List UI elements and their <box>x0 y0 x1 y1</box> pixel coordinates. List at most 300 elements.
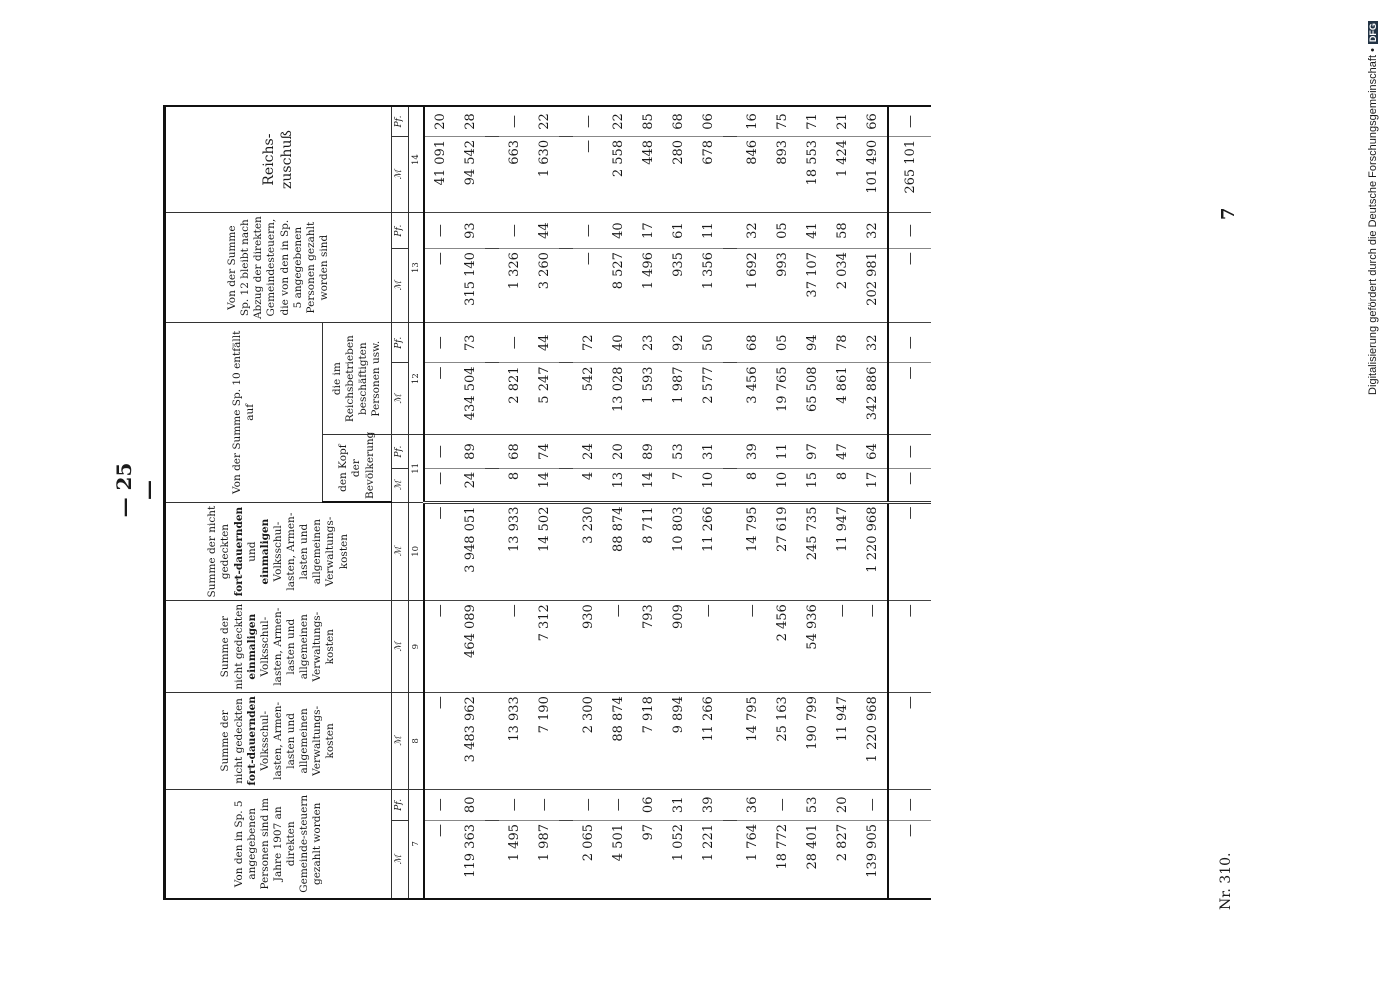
table-cell: 75 <box>767 106 797 136</box>
table-cell: 678 <box>693 136 723 212</box>
header-col11-12-group: Von der Summe Sp. 10 entfällt auf <box>165 323 323 502</box>
sheet-number: 7 <box>1218 207 1239 220</box>
spacer-cell <box>723 821 737 900</box>
table-cell: 93 <box>455 213 485 249</box>
spacer-cell <box>723 136 737 212</box>
col-number: 10 <box>409 502 425 601</box>
table-cell: 3 456 <box>737 363 767 435</box>
table-cell: — <box>857 601 888 693</box>
table-cell: — <box>888 789 931 820</box>
table-cell: 20 <box>827 789 857 820</box>
table-cell: 8 711 <box>633 502 663 601</box>
table-cell: 53 <box>663 435 693 469</box>
table-cell: 2 558 <box>603 136 633 212</box>
table-cell: 53 <box>797 789 827 820</box>
table-cell: — <box>737 601 767 693</box>
table-cell: 280 <box>663 136 693 212</box>
table-cell: 89 <box>633 435 663 469</box>
table-cell: 68 <box>499 435 529 469</box>
unit-mark: ℳ <box>392 693 409 789</box>
table-cell: 5 247 <box>529 363 559 435</box>
table-cell: 17 <box>857 468 888 502</box>
table-cell: 14 795 <box>737 693 767 789</box>
table-cell: 663 <box>499 136 529 212</box>
col-number: 13 <box>409 213 425 323</box>
table-cell: 54 936 <box>797 601 827 693</box>
table-cell: 97 <box>797 435 827 469</box>
table-cell: 2 456 <box>767 601 797 693</box>
spacer-cell <box>485 468 499 502</box>
spacer-cell <box>559 249 573 323</box>
table-cell: 8 <box>827 468 857 502</box>
table-cell: 4 <box>573 468 603 502</box>
table-cell: 1 692 <box>737 249 767 323</box>
unit-pf: Pf. <box>392 435 409 469</box>
table-cell: 3 260 <box>529 249 559 323</box>
table-cell: 44 <box>529 213 559 249</box>
table-cell: — <box>888 601 931 693</box>
table-cell: 74 <box>529 435 559 469</box>
table-cell: 13 028 <box>603 363 633 435</box>
table-cell: 32 <box>857 213 888 249</box>
header-col10-line5: Volksschul-lasten, Armen-lasten und allgemeinen Verwaltungs-kosten <box>271 512 350 591</box>
table-cell: 8 527 <box>603 249 633 323</box>
table-cell: — <box>499 106 529 136</box>
table-cell: 1 221 <box>693 821 723 900</box>
table-cell: — <box>424 468 455 502</box>
table-cell: 101 490 <box>857 136 888 212</box>
table-cell: 22 <box>603 106 633 136</box>
table-cell: 793 <box>633 601 663 693</box>
table-row <box>455 106 485 899</box>
table-cell: 1 987 <box>529 821 559 900</box>
header-col8-line3: Volksschul-lasten, Armen-lasten und allgemeinen Verwaltungs-kosten <box>258 701 337 780</box>
table-cell: 22 <box>529 106 559 136</box>
spacer-cell <box>559 435 573 469</box>
table-cell: 909 <box>663 601 693 693</box>
col-number: 9 <box>409 601 425 693</box>
table-cell: 2 065 <box>573 821 603 900</box>
table-cell: 68 <box>737 323 767 363</box>
table-cell: 993 <box>767 249 797 323</box>
table-cell: 10 <box>693 468 723 502</box>
spacer-row <box>723 106 737 899</box>
table-cell: 464 089 <box>455 601 485 693</box>
header-col10 <box>165 502 392 601</box>
table-cell: 17 <box>633 213 663 249</box>
table-cell: 1 495 <box>499 821 529 900</box>
table-cell: 88 874 <box>603 693 633 789</box>
table-cell: 315 140 <box>455 249 485 323</box>
table-cell: — <box>888 693 931 789</box>
unit-mark: ℳ <box>392 468 409 502</box>
unit-mark: ℳ <box>392 249 409 323</box>
table-cell: 11 266 <box>693 502 723 601</box>
table-cell: 11 <box>767 435 797 469</box>
unit-pf: Pf. <box>392 789 409 820</box>
table-cell: 16 <box>737 106 767 136</box>
table-cell: — <box>424 213 455 249</box>
table-cell: 3 483 962 <box>455 693 485 789</box>
table-cell: 2 821 <box>499 363 529 435</box>
table-row <box>797 106 827 899</box>
unit-pf: Pf. <box>392 323 409 363</box>
table-cell: — <box>499 213 529 249</box>
spacer-cell <box>485 136 499 212</box>
header-col9 <box>165 601 392 693</box>
table-cell: 119 363 <box>455 821 485 900</box>
spacer-cell <box>559 323 573 363</box>
table-cell: 8 <box>737 468 767 502</box>
spacer-cell <box>485 502 499 601</box>
table-cell: 19 765 <box>767 363 797 435</box>
table-cell: 1 630 <box>529 136 559 212</box>
table-cell: 14 502 <box>529 502 559 601</box>
table-cell: 1 764 <box>737 821 767 900</box>
table-cell: — <box>857 789 888 820</box>
table-cell: — <box>888 106 931 136</box>
table-cell: — <box>499 323 529 363</box>
table-body <box>424 106 931 899</box>
table-cell: 7 190 <box>529 693 559 789</box>
table-cell: — <box>767 789 797 820</box>
total-row <box>888 106 931 899</box>
table-cell: 44 <box>529 323 559 363</box>
spacer-cell <box>723 363 737 435</box>
table-cell: — <box>693 601 723 693</box>
spacer-cell <box>723 789 737 820</box>
table-cell: 1 220 968 <box>857 693 888 789</box>
table-cell: 448 <box>633 136 663 212</box>
table-cell: 2 577 <box>693 363 723 435</box>
table-cell: 3 230 <box>573 502 603 601</box>
table-cell: — <box>603 601 633 693</box>
credit-text: Digitalisierung gefördert durch die Deutsche Forschungsgemeinschaft • <box>1367 48 1379 395</box>
spacer-cell <box>559 789 573 820</box>
table-cell: — <box>573 136 603 212</box>
table-cell: — <box>424 502 455 601</box>
page-number: — 25 — <box>112 462 160 518</box>
table-cell: 78 <box>827 323 857 363</box>
col-number: 7 <box>409 789 425 899</box>
table-cell: 342 886 <box>857 363 888 435</box>
table-cell: 88 874 <box>603 502 633 601</box>
table-cell: — <box>888 435 931 469</box>
table-cell: — <box>888 821 931 900</box>
table-cell: 893 <box>767 136 797 212</box>
table-cell: — <box>499 789 529 820</box>
table-cell: 72 <box>573 323 603 363</box>
table-cell: — <box>424 821 455 900</box>
unit-mark: ℳ <box>392 601 409 693</box>
unit-pf: Pf. <box>392 106 409 136</box>
table-cell: — <box>827 601 857 693</box>
header-col10-emph2: einmaligen <box>258 518 271 585</box>
table-cell: 2 300 <box>573 693 603 789</box>
table-cell: 3 948 051 <box>455 502 485 601</box>
table-cell: 05 <box>767 323 797 363</box>
unit-mark: ℳ <box>392 821 409 900</box>
spacer-cell <box>559 601 573 693</box>
table-cell: 20 <box>603 435 633 469</box>
table-row <box>573 106 603 899</box>
table-cell: 15 <box>797 468 827 502</box>
table-cell: — <box>888 323 931 363</box>
spacer-cell <box>485 249 499 323</box>
spacer-cell <box>723 601 737 693</box>
spacer-cell <box>485 363 499 435</box>
spacer-cell <box>559 502 573 601</box>
unit-mark: ℳ <box>392 363 409 435</box>
table-row <box>499 106 529 899</box>
table-cell: 32 <box>737 213 767 249</box>
table-cell: 18 772 <box>767 821 797 900</box>
spacer-cell <box>723 106 737 136</box>
table-cell: 11 <box>693 213 723 249</box>
table-cell: — <box>424 435 455 469</box>
table-cell: 18 553 <box>797 136 827 212</box>
table-cell: — <box>424 323 455 363</box>
header-col11: den Kopf der Bevölkerung <box>323 435 392 502</box>
table-cell: 41 <box>797 213 827 249</box>
table-header <box>165 106 425 899</box>
table-cell: 930 <box>573 601 603 693</box>
table-cell: 66 <box>857 106 888 136</box>
table-cell: 94 542 <box>455 136 485 212</box>
table-cell: 245 735 <box>797 502 827 601</box>
table-cell: — <box>499 601 529 693</box>
table-cell: — <box>888 468 931 502</box>
table-cell: 23 <box>633 323 663 363</box>
spacer-cell <box>485 435 499 469</box>
table-cell: 28 <box>455 106 485 136</box>
table-cell: 21 <box>827 106 857 136</box>
table-cell: 202 981 <box>857 249 888 323</box>
table-cell: — <box>424 693 455 789</box>
table-cell: 542 <box>573 363 603 435</box>
table-cell: — <box>603 789 633 820</box>
statistics-table <box>163 105 931 900</box>
spacer-cell <box>559 106 573 136</box>
table-cell: 13 933 <box>499 693 529 789</box>
spacer-cell <box>723 502 737 601</box>
spacer-cell <box>559 468 573 502</box>
table-cell: 24 <box>455 468 485 502</box>
signature-mark: Nr. 310. <box>1218 852 1234 910</box>
spacer-cell <box>723 323 737 363</box>
table-cell: — <box>424 601 455 693</box>
table-cell: — <box>529 789 559 820</box>
table-cell: 27 619 <box>767 502 797 601</box>
table-cell: 11 947 <box>827 502 857 601</box>
table-cell: 1 052 <box>663 821 693 900</box>
table-cell: 71 <box>797 106 827 136</box>
header-col7: Von den in Sp. 5 angegebenen Personen sind im Jahre 1907 an direkten Gemeinde-steuern gezahlt worden <box>165 789 392 899</box>
table-cell: — <box>573 213 603 249</box>
col-number: 11 <box>409 435 425 502</box>
table-cell: 25 163 <box>767 693 797 789</box>
table-cell: 31 <box>663 789 693 820</box>
table-cell: 2 034 <box>827 249 857 323</box>
dfg-logo: DFG <box>1368 23 1378 43</box>
spacer-row <box>485 106 499 899</box>
table-cell: 47 <box>827 435 857 469</box>
table-cell: — <box>424 363 455 435</box>
spacer-cell <box>485 323 499 363</box>
header-col10-line1: Summe der nicht gedeckten <box>206 505 232 598</box>
table-cell: 11 947 <box>827 693 857 789</box>
table-row <box>663 106 693 899</box>
col-number: 14 <box>409 106 425 213</box>
table-cell: 14 <box>633 468 663 502</box>
spacer-cell <box>485 106 499 136</box>
spacer-cell <box>485 789 499 820</box>
table-cell: 40 <box>603 323 633 363</box>
table-cell: — <box>888 213 931 249</box>
spacer-cell <box>485 213 499 249</box>
table-cell: 24 <box>573 435 603 469</box>
header-col9-line3: Volksschul-lasten, Armen-lasten und allgemeinen Verwaltungs-kosten <box>258 607 337 686</box>
table-cell: 39 <box>693 789 723 820</box>
table-cell: — <box>424 789 455 820</box>
table-cell: — <box>573 789 603 820</box>
table-row <box>737 106 767 899</box>
table-cell: — <box>888 363 931 435</box>
table-cell: 4 861 <box>827 363 857 435</box>
table-cell: 7 918 <box>633 693 663 789</box>
table-cell: 39 <box>737 435 767 469</box>
table-cell: 846 <box>737 136 767 212</box>
table-cell: 85 <box>633 106 663 136</box>
table-cell: 11 266 <box>693 693 723 789</box>
header-col8-emph: fort-dauernden <box>245 696 258 786</box>
table-cell: 31 <box>693 435 723 469</box>
table-cell: 36 <box>737 789 767 820</box>
table-cell: 7 312 <box>529 601 559 693</box>
table-cell: 73 <box>455 323 485 363</box>
table-cell: 14 <box>529 468 559 502</box>
spacer-cell <box>723 468 737 502</box>
table-cell: — <box>573 106 603 136</box>
spacer-cell <box>485 693 499 789</box>
table-cell: 265 101 <box>888 136 931 212</box>
unit-mark: ℳ <box>392 136 409 212</box>
spacer-cell <box>559 363 573 435</box>
table-cell: 1 356 <box>693 249 723 323</box>
spacer-cell <box>723 693 737 789</box>
table-cell: 41 091 <box>424 136 455 212</box>
spacer-cell <box>723 249 737 323</box>
table-cell: 58 <box>827 213 857 249</box>
table-cell: — <box>573 249 603 323</box>
table-cell: 1 424 <box>827 136 857 212</box>
table-cell: 13 <box>603 468 633 502</box>
table-cell: — <box>424 249 455 323</box>
table-row <box>827 106 857 899</box>
header-col12: die im Reichsbetrieben beschäftigten Personen usw. <box>323 323 392 435</box>
table-cell: — <box>888 249 931 323</box>
table-cell: 190 799 <box>797 693 827 789</box>
col-number: 12 <box>409 323 425 435</box>
unit-pf: Pf. <box>392 213 409 249</box>
table-cell: 61 <box>663 213 693 249</box>
col-number: 8 <box>409 693 425 789</box>
header-col13: Von der Summe Sp. 12 bleibt nach Abzug der direkten Gemeindesteuern, die von den in Sp. 5 angegebenen Personen gezahlt worden sind <box>165 213 392 323</box>
table-cell: 94 <box>797 323 827 363</box>
table-cell: 1 987 <box>663 363 693 435</box>
table-row <box>767 106 797 899</box>
spacer-cell <box>559 693 573 789</box>
header-col10-emph1: fort-dauernden <box>232 506 245 597</box>
spacer-cell <box>559 136 573 212</box>
spacer-cell <box>485 601 499 693</box>
table-cell: 139 905 <box>857 821 888 900</box>
header-col8 <box>165 693 392 789</box>
table-cell: 4 501 <box>603 821 633 900</box>
table-cell: 50 <box>693 323 723 363</box>
table-cell: 14 795 <box>737 502 767 601</box>
table-cell: 89 <box>455 435 485 469</box>
table-cell: 7 <box>663 468 693 502</box>
table-cell: 64 <box>857 435 888 469</box>
table-cell: 935 <box>663 249 693 323</box>
header-col9-line1: Summe der nicht gedeckten <box>219 603 245 690</box>
header-col14: Reichs-zuschuß <box>165 106 392 213</box>
table-cell: 40 <box>603 213 633 249</box>
table-cell: 80 <box>455 789 485 820</box>
header-col9-emph: einmaligen <box>245 613 258 680</box>
table-row <box>424 106 455 899</box>
table-cell: 2 827 <box>827 821 857 900</box>
table-cell: 1 220 968 <box>857 502 888 601</box>
table-cell: 06 <box>693 106 723 136</box>
table-cell: 1 593 <box>633 363 663 435</box>
table-row <box>529 106 559 899</box>
spacer-cell <box>485 821 499 900</box>
spacer-cell <box>723 435 737 469</box>
table-cell: 20 <box>424 106 455 136</box>
table-cell: 97 <box>633 821 663 900</box>
table-cell: 06 <box>633 789 663 820</box>
table-cell: 9 894 <box>663 693 693 789</box>
table-cell: 37 107 <box>797 249 827 323</box>
table-row <box>633 106 663 899</box>
spacer-row <box>559 106 573 899</box>
table-row <box>693 106 723 899</box>
table-cell: 434 504 <box>455 363 485 435</box>
table-cell: 68 <box>663 106 693 136</box>
unit-mark: ℳ <box>392 502 409 601</box>
table-cell: 65 508 <box>797 363 827 435</box>
table-cell: 13 933 <box>499 502 529 601</box>
table-cell: 05 <box>767 213 797 249</box>
table-cell: 1 326 <box>499 249 529 323</box>
credit-line <box>1365 12 1381 404</box>
table-cell: 1 496 <box>633 249 663 323</box>
table-cell: — <box>888 502 931 601</box>
table-cell: 32 <box>857 323 888 363</box>
table-row <box>603 106 633 899</box>
table-cell: 10 803 <box>663 502 693 601</box>
table-cell: 92 <box>663 323 693 363</box>
table-cell: 8 <box>499 468 529 502</box>
spacer-cell <box>723 213 737 249</box>
header-col10-and: und <box>245 541 258 562</box>
spacer-cell <box>559 821 573 900</box>
table-cell: 28 401 <box>797 821 827 900</box>
table-cell: 10 <box>767 468 797 502</box>
header-col8-line1: Summe der nicht gedeckten <box>219 698 245 784</box>
